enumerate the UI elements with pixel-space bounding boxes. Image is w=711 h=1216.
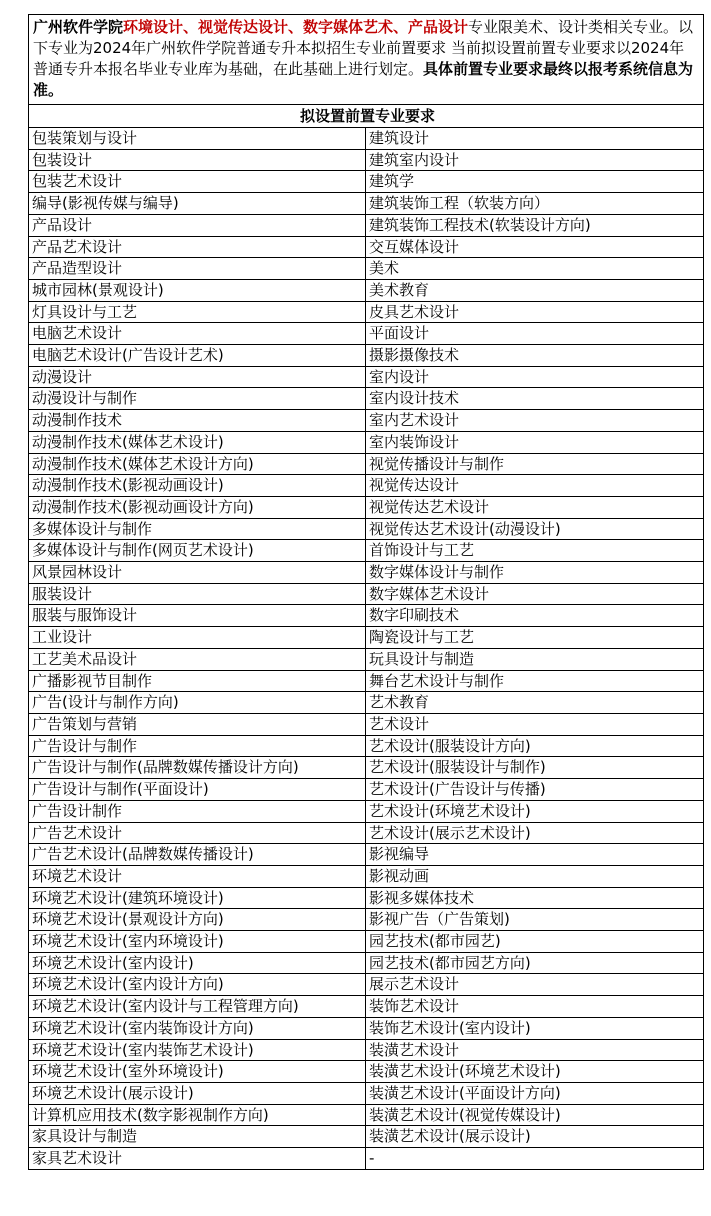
major-cell-right: 园艺技术(都市园艺方向) <box>366 952 704 974</box>
major-cell-right: 艺术设计 <box>366 713 704 735</box>
major-cell-right: 艺术教育 <box>366 692 704 714</box>
table-row <box>29 540 704 562</box>
major-cell-left: 多媒体设计与制作 <box>29 518 366 540</box>
major-cell-right: 装饰艺术设计 <box>366 996 704 1018</box>
major-cell-right: 视觉传达设计 <box>366 475 704 497</box>
major-cell-right: 数字印刷技术 <box>366 605 704 627</box>
major-cell-right: 摄影摄像技术 <box>366 345 704 367</box>
table-row <box>29 931 704 953</box>
table-row <box>29 648 704 670</box>
major-cell-left: 包装策划与设计 <box>29 128 366 150</box>
major-cell-right: 影视广告（广告策划) <box>366 909 704 931</box>
table-row <box>29 865 704 887</box>
major-cell-left: 城市园林(景观设计) <box>29 279 366 301</box>
table-row <box>29 345 704 367</box>
major-cell-right: 陶瓷设计与工艺 <box>366 627 704 649</box>
table-row <box>29 692 704 714</box>
major-cell-right: 影视动画 <box>366 865 704 887</box>
major-cell-left: 多媒体设计与制作(网页艺术设计) <box>29 540 366 562</box>
intro-note: 具体前置专业要求最终以报考系统信息为准。 <box>33 60 694 99</box>
major-cell-left: 环境艺术设计(建筑环境设计) <box>29 887 366 909</box>
table-row <box>29 279 704 301</box>
table-row <box>29 1061 704 1083</box>
major-cell-right: 装饰艺术设计(室内设计) <box>366 1017 704 1039</box>
major-cell-right: 室内设计 <box>366 366 704 388</box>
major-cell-right: 建筑装饰工程技术(软装设计方向) <box>366 214 704 236</box>
major-cell-left: 动漫设计 <box>29 366 366 388</box>
major-cell-left: 环境艺术设计(室外环境设计) <box>29 1061 366 1083</box>
intro-paragraph <box>29 15 704 105</box>
table-row <box>29 887 704 909</box>
table-row <box>29 214 704 236</box>
table-row <box>29 301 704 323</box>
table-row <box>29 735 704 757</box>
major-cell-left: 产品设计 <box>29 214 366 236</box>
table-row <box>29 453 704 475</box>
major-cell-right: 交互媒体设计 <box>366 236 704 258</box>
major-cell-left: 计算机应用技术(数字影视制作方向) <box>29 1104 366 1126</box>
major-cell-left: 广告设计制作 <box>29 800 366 822</box>
table-row <box>29 1126 704 1148</box>
table-row <box>29 258 704 280</box>
major-cell-left: 编导(影视传媒与编导) <box>29 193 366 215</box>
major-cell-right: 建筑装饰工程（软装方向） <box>366 193 704 215</box>
major-cell-right: 首饰设计与工艺 <box>366 540 704 562</box>
major-cell-left: 广告设计与制作(平面设计) <box>29 779 366 801</box>
major-cell-left: 工业设计 <box>29 627 366 649</box>
major-cell-right: 建筑学 <box>366 171 704 193</box>
table-row <box>29 1017 704 1039</box>
major-cell-left: 电脑艺术设计(广告设计艺术) <box>29 345 366 367</box>
major-cell-right: 视觉传达艺术设计 <box>366 496 704 518</box>
table-row <box>29 844 704 866</box>
table-row <box>29 388 704 410</box>
major-cell-left: 包装艺术设计 <box>29 171 366 193</box>
intro-text: 专业限美术、设计类相关专业。以下专业为2024年广州软件学院普通专升本拟招生专业前置要求 当前拟设置前置专业要求以2024年普通专升本报名毕业专业库为基础，在此基础上进行划定。 <box>33 18 694 78</box>
table-row <box>29 475 704 497</box>
major-cell-right: 艺术设计(服装设计与制作) <box>366 757 704 779</box>
major-cell-left: 广播影视节目制作 <box>29 670 366 692</box>
major-cell-right: 装潢艺术设计(视觉传媒设计) <box>366 1104 704 1126</box>
major-cell-left: 产品造型设计 <box>29 258 366 280</box>
header-row <box>29 105 704 128</box>
major-cell-right: 影视多媒体技术 <box>366 887 704 909</box>
major-cell-left: 风景园林设计 <box>29 562 366 584</box>
major-cell-left: 环境艺术设计(室内环境设计) <box>29 931 366 953</box>
table-row <box>29 909 704 931</box>
major-cell-right: 展示艺术设计 <box>366 974 704 996</box>
table-row <box>29 1039 704 1061</box>
major-cell-left: 动漫制作技术 <box>29 410 366 432</box>
major-cell-left: 家具艺术设计 <box>29 1148 366 1170</box>
document-sheet <box>28 14 703 1170</box>
table-row <box>29 627 704 649</box>
major-cell-right: 美术教育 <box>366 279 704 301</box>
table-row <box>29 952 704 974</box>
table-row <box>29 171 704 193</box>
table-row <box>29 562 704 584</box>
table-row <box>29 713 704 735</box>
major-cell-right: 装潢艺术设计(环境艺术设计) <box>366 1061 704 1083</box>
major-cell-left: 广告艺术设计 <box>29 822 366 844</box>
major-cell-left: 广告艺术设计(品牌数媒传播设计) <box>29 844 366 866</box>
major-cell-right: 艺术设计(环境艺术设计) <box>366 800 704 822</box>
major-cell-left: 动漫制作技术(媒体艺术设计方向) <box>29 453 366 475</box>
major-cell-left: 环境艺术设计(室内设计方向) <box>29 974 366 996</box>
major-cell-right: 建筑设计 <box>366 128 704 150</box>
major-cell-left: 广告设计与制作(品牌数媒传播设计方向) <box>29 757 366 779</box>
table-row <box>29 149 704 171</box>
major-cell-right: 室内装饰设计 <box>366 431 704 453</box>
major-cell-left: 环境艺术设计(展示设计) <box>29 1082 366 1104</box>
major-cell-right: 视觉传达艺术设计(动漫设计) <box>366 518 704 540</box>
major-cell-right: 装潢艺术设计(平面设计方向) <box>366 1082 704 1104</box>
major-cell-left: 包装设计 <box>29 149 366 171</box>
table-row <box>29 518 704 540</box>
major-cell-right: 美术 <box>366 258 704 280</box>
major-cell-left: 动漫制作技术(媒体艺术设计) <box>29 431 366 453</box>
major-cell-right: 舞台艺术设计与制作 <box>366 670 704 692</box>
table-row <box>29 822 704 844</box>
major-cell-left: 环境艺术设计(室内装饰设计方向) <box>29 1017 366 1039</box>
major-cell-right: 玩具设计与制造 <box>366 648 704 670</box>
major-cell-right: 装潢艺术设计(展示设计) <box>366 1126 704 1148</box>
table-row <box>29 193 704 215</box>
major-cell-left: 灯具设计与工艺 <box>29 301 366 323</box>
major-cell-left: 环境艺术设计(室内装饰艺术设计) <box>29 1039 366 1061</box>
table-row <box>29 366 704 388</box>
table-row <box>29 779 704 801</box>
major-cell-right: 室内设计技术 <box>366 388 704 410</box>
major-cell-left: 环境艺术设计(室内设计与工程管理方向) <box>29 996 366 1018</box>
table-header: 拟设置前置专业要求 <box>29 105 704 128</box>
major-cell-left: 服装设计 <box>29 583 366 605</box>
major-cell-right: 皮具艺术设计 <box>366 301 704 323</box>
table-row <box>29 605 704 627</box>
major-cell-right: 艺术设计(广告设计与传播) <box>366 779 704 801</box>
major-cell-right: 艺术设计(展示艺术设计) <box>366 822 704 844</box>
major-cell-right: 视觉传播设计与制作 <box>366 453 704 475</box>
table-row <box>29 974 704 996</box>
table-row <box>29 1148 704 1170</box>
major-cell-right: 数字媒体设计与制作 <box>366 562 704 584</box>
major-cell-left: 动漫设计与制作 <box>29 388 366 410</box>
major-cell-right: 室内艺术设计 <box>366 410 704 432</box>
school-name: 广州软件学院 <box>33 18 124 36</box>
table-row <box>29 800 704 822</box>
major-cell-right: 装潢艺术设计 <box>366 1039 704 1061</box>
table-row <box>29 323 704 345</box>
major-cell-right: 建筑室内设计 <box>366 149 704 171</box>
major-cell-left: 广告设计与制作 <box>29 735 366 757</box>
major-requirements-table <box>28 14 704 1170</box>
table-row <box>29 410 704 432</box>
major-cell-left: 工艺美术品设计 <box>29 648 366 670</box>
major-cell-right: 影视编导 <box>366 844 704 866</box>
table-row <box>29 1104 704 1126</box>
major-cell-right: 园艺技术(都市园艺) <box>366 931 704 953</box>
major-cell-left: 产品艺术设计 <box>29 236 366 258</box>
major-cell-left: 广告(设计与制作方向) <box>29 692 366 714</box>
major-cell-left: 服装与服饰设计 <box>29 605 366 627</box>
table-row <box>29 757 704 779</box>
major-cell-left: 环境艺术设计(室内设计) <box>29 952 366 974</box>
major-cell-right: 平面设计 <box>366 323 704 345</box>
table-row <box>29 496 704 518</box>
major-cell-left: 电脑艺术设计 <box>29 323 366 345</box>
intro-row <box>29 15 704 105</box>
major-cell-left: 动漫制作技术(影视动画设计方向) <box>29 496 366 518</box>
major-cell-left: 广告策划与营销 <box>29 713 366 735</box>
major-cell-right: 数字媒体艺术设计 <box>366 583 704 605</box>
major-cell-left: 动漫制作技术(影视动画设计) <box>29 475 366 497</box>
table-row <box>29 1082 704 1104</box>
table-row <box>29 236 704 258</box>
major-cell-right: 艺术设计(服装设计方向) <box>366 735 704 757</box>
major-cell-left: 环境艺术设计(景观设计方向) <box>29 909 366 931</box>
major-cell-left: 家具设计与制造 <box>29 1126 366 1148</box>
table-row <box>29 583 704 605</box>
table-row <box>29 431 704 453</box>
table-row <box>29 670 704 692</box>
major-cell-right: - <box>366 1148 704 1170</box>
major-cell-left: 环境艺术设计 <box>29 865 366 887</box>
table-row <box>29 128 704 150</box>
highlighted-majors: 环境设计、视觉传达设计、数字媒体艺术、产品设计 <box>123 18 469 36</box>
table-row <box>29 996 704 1018</box>
